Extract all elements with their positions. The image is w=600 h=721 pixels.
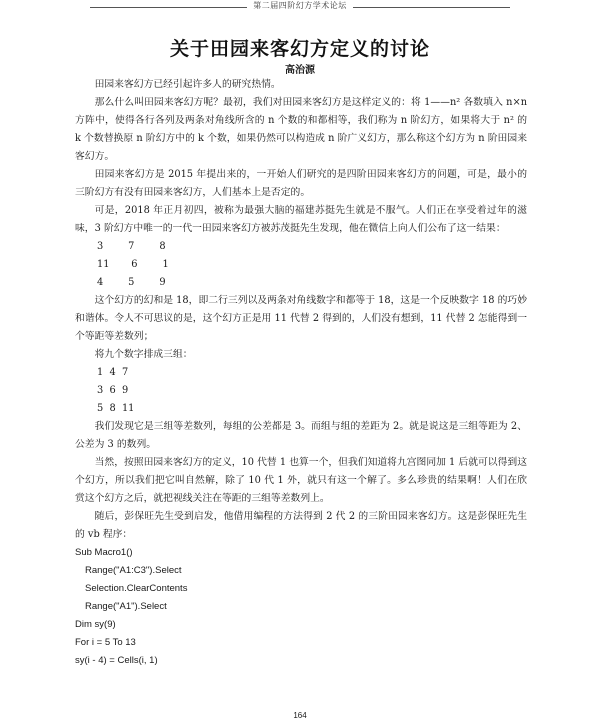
article-author: 高治源	[285, 65, 315, 76]
running-header	[0, 0, 600, 11]
cell: 6	[109, 385, 116, 396]
cell: 4	[97, 277, 104, 288]
cell: 9	[159, 277, 166, 288]
magic-square-row	[75, 256, 527, 274]
article-body	[75, 76, 527, 670]
magic-square-row	[75, 238, 527, 256]
page-number: 164	[293, 711, 307, 720]
cell: 1	[97, 367, 104, 378]
code-line: Range("A1").Select	[85, 601, 167, 612]
paragraph: 随后，彭保旺先生受到启发，他借用编程的方法得到 2 代 2 的三阶田园来客幻方。这是彭保旺先生的 vb 程序：	[75, 511, 527, 540]
cell: 8	[109, 403, 116, 414]
cell: 7	[121, 367, 129, 378]
paragraph: 那么什么叫田园来客幻方呢？最初，我们对田园来客幻方是这样定义的：将 1——n² 各数填入 n×n 方阵中，使得各行各列及两条对角线所含的 n 个数的和都相等，我们称为 n 阶幻方，如果将大于 n² 的 k 个数替换原 n 阶幻方中的 k 个数，如果仍然可以构造成 n 阶广义幻方，那么称这个幻方为 n 阶田园来客幻方。	[75, 97, 527, 162]
code-listing	[75, 544, 527, 670]
cell: 7	[128, 241, 135, 252]
cell: 6	[131, 259, 138, 270]
magic-square	[75, 238, 527, 292]
cell: 9	[121, 385, 129, 396]
paragraph: 我们发现它是三组等差数列，每组的公差都是 3。而组与组的差距为 2。就是说这是三组等距为 2、公差为 3 的数列。	[75, 421, 527, 450]
paragraph: 田园来客幻方已经引起许多人的研究热情。	[94, 79, 281, 90]
code-line: For i = 5 To 13	[75, 637, 136, 648]
code-line: Dim sy(9)	[75, 619, 116, 630]
magic-square-row	[75, 274, 527, 292]
group-row	[75, 364, 527, 382]
cell: 3	[97, 385, 104, 396]
number-groups	[75, 364, 527, 418]
article-title: 关于田园来客幻方定义的讨论	[169, 38, 430, 60]
cell: 5	[97, 403, 104, 414]
running-header-text: 第二届四阶幻方学术论坛	[247, 1, 353, 10]
code-line: Selection.ClearContents	[85, 583, 188, 594]
cell: 1	[162, 259, 169, 270]
paragraph: 这个幻方的幻和是 18，即二行三列以及两条对角线数字和都等于 18，这是一个反映数字 18 的巧妙和谐体。令人不可思议的是，这个幻方正是用 11 代替 2 得到的，人们没有想到，11 代替 2 怎能得到一个等距等差数列；	[75, 295, 527, 342]
group-row	[75, 400, 527, 418]
code-line: Sub Macro1()	[75, 547, 133, 558]
paragraph: 可是，2018 年正月初四，被称为最强大脑的福建苏挺先生就是不服气。人们正在享受着过年的滋味，3 阶幻方中唯一的一代一田园来客幻方被苏茂挺先生发现，他在微信上向人们公布了这一结果：	[75, 205, 527, 234]
paragraph: 田园来客幻方是 2015 年提出来的，一开始人们研究的是四阶田园来客幻方的问题，可是，最小的三阶幻方有没有田园来客幻方，人们基本上是否定的。	[75, 169, 527, 198]
cell: 4	[109, 367, 116, 378]
code-line: Range("A1:C3").Select	[85, 565, 182, 576]
paragraph: 当然，按照田园来客幻方的定义，10 代替 1 也算一个，但我们知道将九宫图同加 1 后就可以得到这个幻方，所以我们把它叫自然解，除了 10 代 1 外，就只有这一个解了。多么珍贵的结果啊！人们在欣赏这个幻方之后，就把视线关注在等距的三组等差数列上。	[75, 457, 527, 504]
paragraph: 将九个数字排成三组：	[94, 349, 193, 360]
cell: 3	[97, 241, 104, 252]
cell: 11	[121, 403, 135, 414]
cell: 11	[97, 259, 110, 270]
code-line: sy(i - 4) = Cells(i, 1)	[75, 655, 158, 666]
cell: 5	[128, 277, 135, 288]
cell: 8	[159, 241, 166, 252]
group-row	[75, 382, 527, 400]
